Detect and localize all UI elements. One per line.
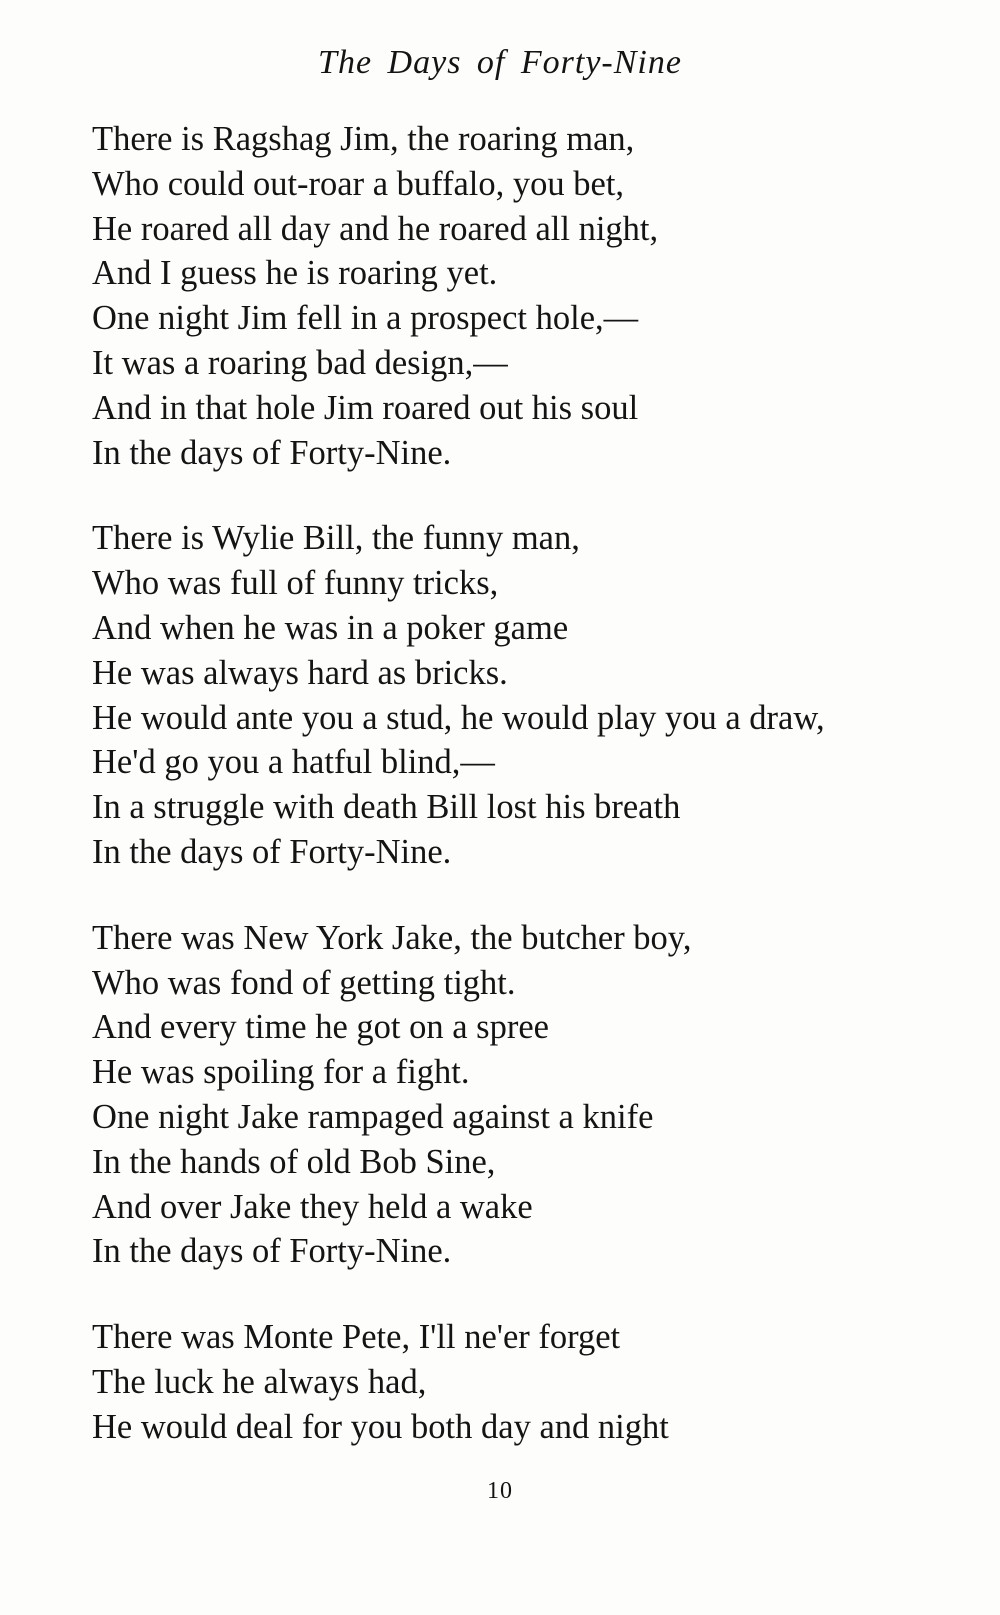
poem-line: One night Jim fell in a prospect hole,— [92,299,639,338]
poem-line: There is Wylie Bill, the funny man, [92,519,580,558]
poem-line: He roared all day and he roared all night, [92,209,659,248]
poem-line: He was always hard as bricks. [92,653,508,692]
poem-line: And I guess he is roaring yet. [92,254,498,293]
poem-line: Who could out-roar a buffalo, you bet, [92,164,625,203]
poem-line: He would deal for you both day and night [92,1407,669,1446]
poem-line: In a struggle with death Bill lost his breath [92,788,681,827]
poem-line: And over Jake they held a wake [92,1187,533,1226]
poem-line: He would ante you a stud, he would play you a draw, [92,698,825,737]
poem-line: And when he was in a poker game [92,608,569,647]
poem-line: And in that hole Jim roared out his soul [92,388,639,427]
poem-line: There is Ragshag Jim, the roaring man, [92,120,635,158]
poem-line: Who was fond of getting tight. [92,963,516,1002]
poem-line: There was Monte Pete, I'll ne'er forget [92,1318,621,1357]
poem-line: It was a roaring bad design,— [92,343,508,382]
stanza-1 [92,117,972,475]
poem-line: In the days of Forty-Nine. [92,1232,452,1271]
poem-line: In the days of Forty-Nine. [92,832,452,871]
poem-line: He'd go you a hatful blind,— [92,743,495,782]
poem-line: He was spoiling for a fight. [92,1053,470,1092]
poem-line: And every time he got on a spree [92,1008,549,1047]
poem-line: In the days of Forty-Nine. [92,433,452,472]
poem-line: The luck he always had, [92,1362,427,1401]
poem-line: There was New York Jake, the butcher boy, [92,918,692,957]
stanza-4 [92,1315,972,1449]
stanza-3 [92,916,972,1274]
poem-line: One night Jake rampaged against a knife [92,1097,654,1136]
stanza-2 [92,516,972,874]
page-number: 10 [487,1478,513,1504]
poem-line: Who was full of funny tricks, [92,564,499,603]
running-head: The Days of Forty-Nine [318,44,682,81]
poem-body [92,117,972,1491]
poem-line: In the hands of old Bob Sine, [92,1142,496,1181]
